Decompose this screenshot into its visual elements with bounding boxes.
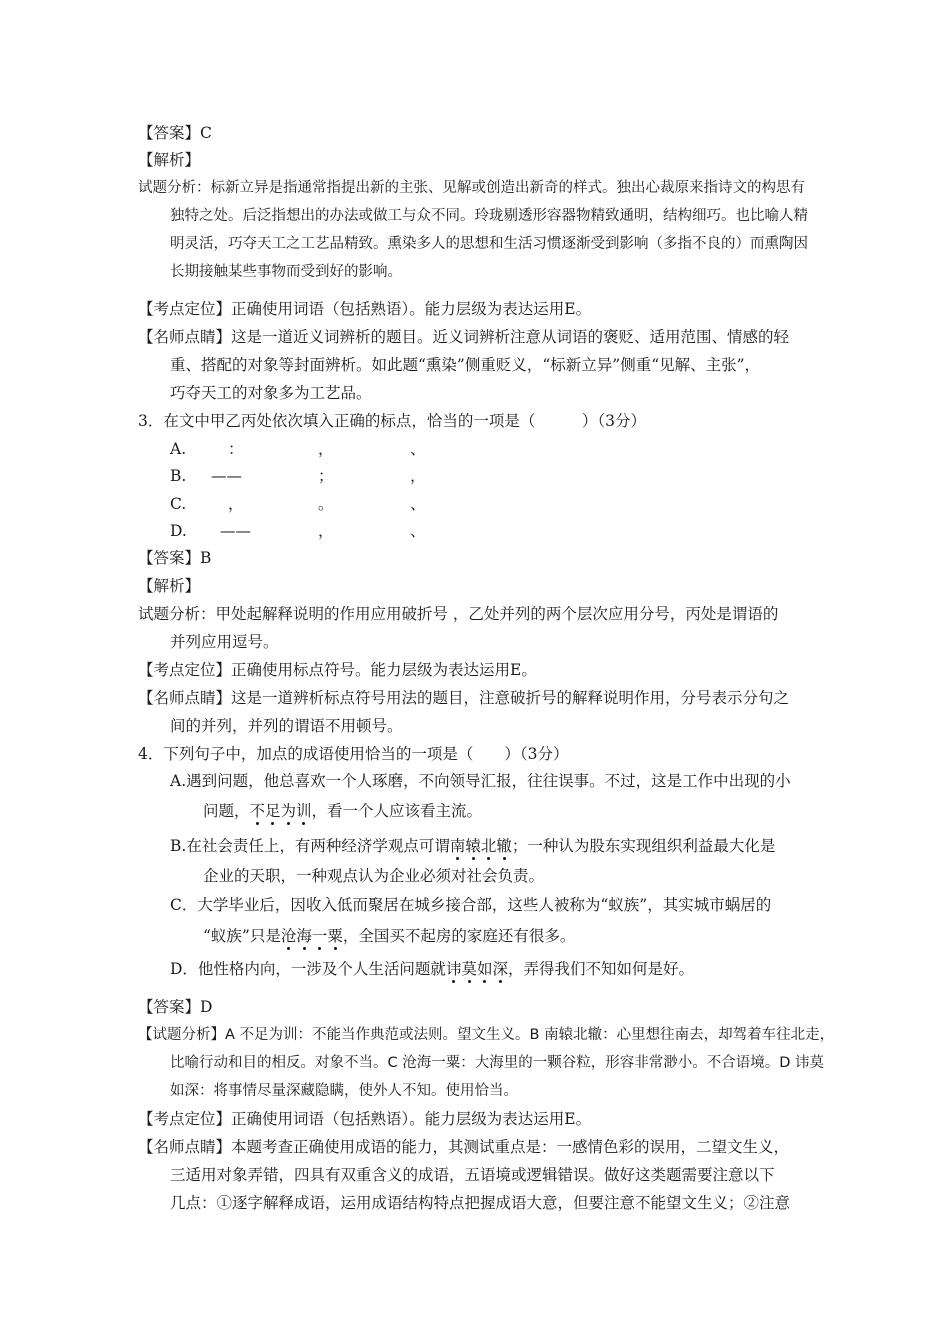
q3-kaodian: 【考点定位】正确使用标点符号。能力层级为表达运用E。 [138, 661, 537, 679]
q4-mingshi-line-3: 几点：①逐字解释成语，运用成语结构特点把握成语大意，但要注意不能望文生义；②注意 [170, 1194, 791, 1212]
dotted-idiom: 沧海一粟 [280, 927, 343, 945]
q4-option-b-line-2: 企业的天职，一种观点认为企业必须对社会负责。 [203, 867, 545, 885]
emphasis-dot [487, 857, 490, 860]
emphasis-dot [271, 822, 274, 825]
dotted-idiom: 不足为训 [249, 802, 312, 820]
q4-mingshi-line-1: 【名师点睛】本题考查正确使用成语的能力，其测试重点是：一感情色彩的误用，二望文生义， [138, 1138, 790, 1156]
q2-analysis-line-2: 独特之处。后泛指想出的办法或做工与众不同。玲珑剔透形容器物精致通明，结构细巧。也比喻人精 [170, 208, 808, 224]
emphasis-dot [287, 822, 290, 825]
emphasis-dot [503, 857, 506, 860]
q2-kaodian: 【考点定位】正确使用词语（包括熟语）。能力层级为表达运用E。 [138, 300, 592, 318]
emphasis-dot [452, 980, 455, 983]
emphasis-dot [483, 980, 486, 983]
document-page: 【答案】C 【解析】 试题分析：标新立异是指通常指提出新的主张、见解或创造出新奇的样式。独出心裁原来指诗文的构思有 独特之处。后泛指想出的办法或做工与众不同。玲珑剔透形容器物精致通明，结构细巧。也比喻人精 明灵活，巧夺天工之工艺品精致。熏染多人的思想和生活习惯逐渐受到影响（多指不良的）而熏陶因 长期接触某些事物而受到好的影响。 【考点定位】正确使用词语（包括熟语）。能力层级为表达运用E。 【名师点睛】这是一道近义词辨析的题目。近义词辨析注意从词语的褒贬、适用范围、情感的轻 重、搭配的对象等封面辨析。如此题“熏染”侧重贬义，“标新立异”侧重“见解、主张”， 巧夺天工的对象多为工艺品。 3．在文中甲乙丙处依次填入正确的标点，恰当的一项是（ ）（3分） A. ： ， 、 B. —— ； ， C. ， 。 、 D. —— ， 、 【答案】B 【解析】 试题分析：甲处起解释说明的作用应用破折号 ，乙处并列的两个层次应用分号，丙处是谓语的 并列应用逗号。 【考点定位】正确使用标点符号。能力层级为表达运用E。 【名师点睛】这是一道辨析标点符号用法的题目，注意破折号的解释说明作用，分号表示分句之 间的并列，并列的谓语不用顿号。 4．下列句子中，加点的成语使用恰当的一项是（ ）（3分） A.遇到问题，他总喜欢一个人琢磨，不向领导汇报，往往误事。不过，这是工作中出现的小 问题，不足为训，看一个人应该看主流。 B.在社会责任上，有两种经济学观点可谓南辕北辙；一种认为股东实现组织利益最大化是 企业的天职，一种观点认为企业必须对社会负责。 C．大学毕业后，因收入低而聚居在城乡接合部，这些人被称为“蚁族”，其实城市蜗居的 “蚁族”只是沧海一粟，全国买不起房的家庭还有很多。 D．他性格内向，一涉及个人生活问题就讳莫如深，弄得我们不知如何是好。 【答案】D 【试题分析】A 不足为训：不能当作典范或法则。望文生义。B 南辕北辙：心里想往南去，却驾着车往北走， 比喻行动和目的相反。对象不当。C 沧海一粟：大海里的一颗谷粒，形容非常渺小。不合语境。D 讳莫 如深：将事情尽量深藏隐瞒，使外人不知。使用恰当。 【考点定位】正确使用词语（包括熟语）。能力层级为表达运用E。 【名师点睛】本题考查正确使用成语的能力，其测试重点是：一感情色彩的误用，二望文生义， 三适用对象弄错，四具有双重含义的成语，五语境或逻辑错误。做好这类题需要注意以下 几点：①逐字解释成语，运用成语结构特点把握成语大意，但要注意不能望文生义；②注意 [138, 124, 835, 1212]
emphasis-dot [472, 857, 475, 860]
q3-analysis-line-1: 试题分析：甲处起解释说明的作用应用破折号 ，乙处并列的两个层次应用分号，丙处是谓语的 [138, 605, 779, 623]
q2-mingshi-line-2: 重、搭配的对象等封面辨析。如此题“熏染”侧重贬义，“标新立异”侧重“见解、主张”， [170, 356, 761, 374]
q4-stem: 4．下列句子中，加点的成语使用恰当的一项是（ ）（3分） [138, 745, 569, 763]
q2-mingshi-line-3: 巧夺天工的对象多为工艺品。 [170, 384, 372, 402]
q2-analysis-line-3: 明灵活，巧夺天工之工艺品精致。熏染多人的思想和生活习惯逐渐受到影响（多指不良的）而熏陶因 [170, 236, 808, 252]
q3-mingshi-line-2: 间的并列，并列的谓语不用顿号。 [170, 717, 403, 735]
emphasis-dot [318, 947, 321, 950]
q4-option-c-line-2: “蚁族”只是沧海一粟，全国买不起房的家庭还有很多。 [203, 927, 576, 945]
emphasis-dot [302, 822, 305, 825]
q4-kaodian: 【考点定位】正确使用词语（包括熟语）。能力层级为表达运用E。 [138, 1110, 592, 1128]
q4-option-c-line-1: C．大学毕业后，因收入低而聚居在城乡接合部，这些人被称为“蚁族”，其实城市蜗居的 [170, 896, 772, 914]
q4-option-b-line-1: B.在社会责任上，有两种经济学观点可谓南辕北辙；一种认为股东实现组织利益最大化是 [170, 837, 776, 855]
emphasis-dot [303, 947, 306, 950]
emphasis-dot [287, 947, 290, 950]
q2-mingshi-line-1: 【名师点睛】这是一道近义词辨析的题目。近义词辨析注意从词语的褒贬、适用范围、情感的轻 [138, 328, 790, 346]
q4-mingshi-line-2: 三适用对象弄错，四具有双重含义的成语，五语境或逻辑错误。做好这类题需要注意以下 [170, 1166, 775, 1184]
dotted-idiom: 南辕北辙 [449, 837, 512, 855]
q4-answer: 【答案】D [138, 998, 213, 1016]
dotted-idiom: 讳莫如深 [445, 960, 508, 978]
q3-stem: 3．在文中甲乙丙处依次填入正确的标点，恰当的一项是（ ）（3分） [138, 412, 646, 430]
q4-option-d-line-1: D．他性格内向，一涉及个人生活问题就讳莫如深，弄得我们不知如何是好。 [170, 960, 694, 978]
q2-answer: 【答案】C [138, 124, 212, 142]
q4-option-a-line-2: 问题，不足为训，看一个人应该看主流。 [203, 802, 483, 820]
q3-analysis-heading: 【解析】 [138, 577, 201, 595]
q3-analysis-line-2: 并列应用逗号。 [170, 633, 279, 651]
emphasis-dot [334, 947, 337, 950]
q3-answer: 【答案】B [138, 549, 212, 567]
q4-analysis-line-1: 【试题分析】A 不足为训：不能当作典范或法则。望文生义。B 南辕北辙：心里想往南去，却驾着车往北走， [138, 1027, 835, 1043]
emphasis-dot [499, 980, 502, 983]
emphasis-dot [456, 857, 459, 860]
q2-analysis-heading: 【解析】 [138, 151, 201, 169]
q2-analysis-line-1: 试题分析：标新立异是指通常指提出新的主张、见解或创造出新奇的样式。独出心裁原来指诗文的构思有 [138, 180, 805, 196]
emphasis-dot [256, 822, 259, 825]
q4-analysis-line-2: 比喻行动和目的相反。对象不当。C 沧海一粟：大海里的一颗谷粒，形容非常渺小。不合语境。D 讳莫 [170, 1055, 825, 1071]
emphasis-dot [468, 980, 471, 983]
q3-mingshi-line-1: 【名师点睛】这是一道辨析标点符号用法的题目，注意破折号的解释说明作用，分号表示分句之 [138, 689, 790, 707]
q4-option-a-line-1: A.遇到问题，他总喜欢一个人琢磨，不向领导汇报，往往误事。不过，这是工作中出现的小 [170, 772, 791, 790]
q2-analysis-line-4: 长期接触某些事物而受到好的影响。 [170, 264, 402, 280]
q4-analysis-line-3: 如深：将事情尽量深藏隐瞒，使外人不知。使用恰当。 [170, 1083, 518, 1099]
